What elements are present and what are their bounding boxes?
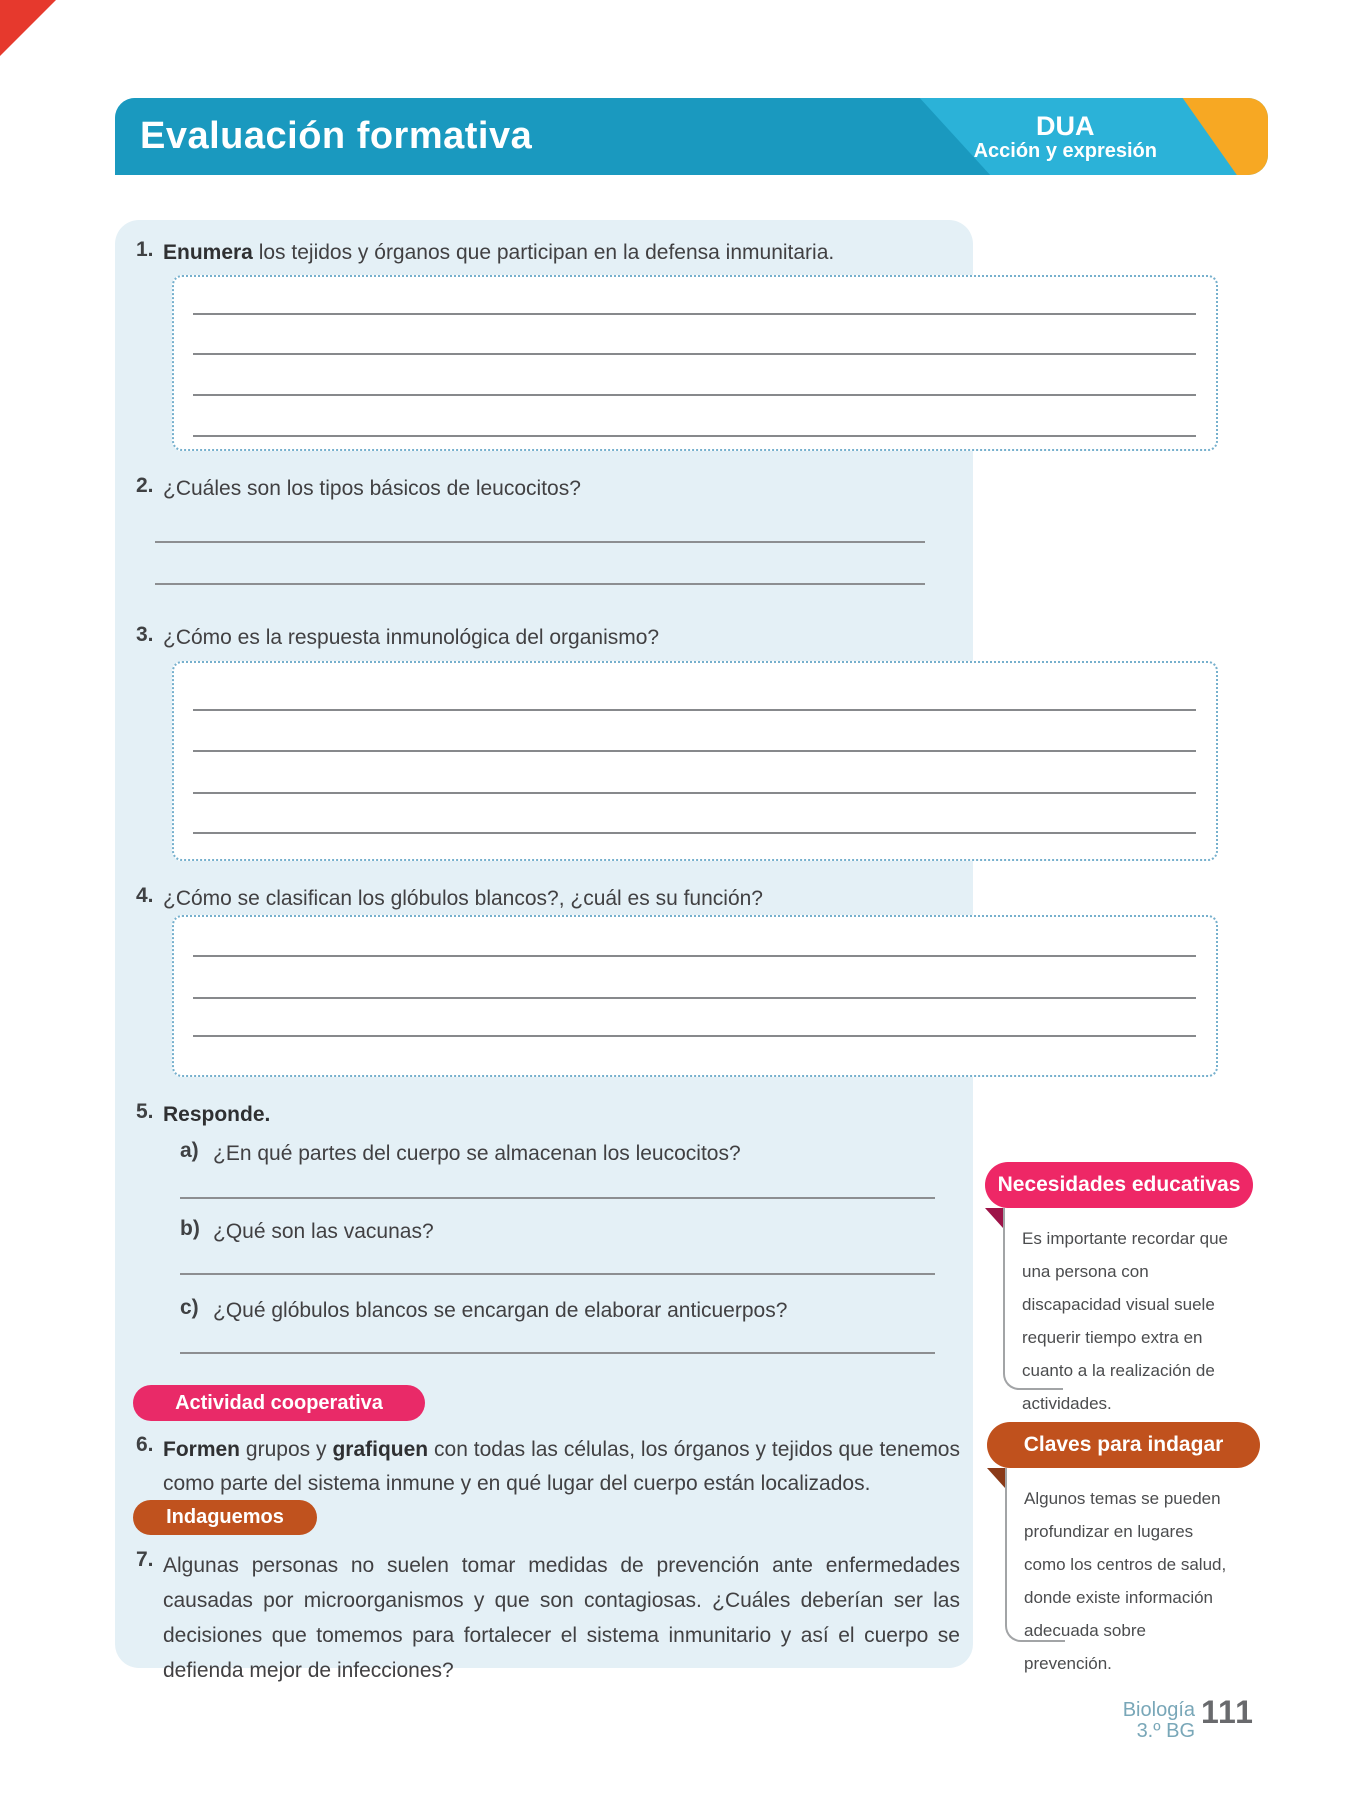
answer-line [180, 1197, 935, 1199]
question-6-mid: grupos y [240, 1438, 333, 1461]
answer-line [155, 541, 925, 543]
answer-line [193, 709, 1196, 711]
page-title: Evaluación formativa [140, 115, 533, 157]
question-1-rest: los tejidos y órganos que participan en la defensa inmunitaria. [252, 241, 835, 264]
answer-box-4 [172, 915, 1218, 1077]
question-2-text: ¿Cuáles son los tipos básicos de leucocitos? [163, 477, 581, 500]
answer-line [193, 750, 1196, 752]
ribbon-fold-icon [985, 1208, 1003, 1228]
sidebar-educational-needs-body: Es importante recordar que una persona con discapacidad visual suele requerir tiempo extra en cuanto a la realización de actividades. [1022, 1229, 1228, 1413]
question-5c-text: ¿Qué glóbulos blancos se encargan de elaborar anticuerpos? [213, 1299, 788, 1322]
question-5a-letter: a) [180, 1139, 199, 1162]
question-2-number: 2. [136, 474, 154, 497]
question-1-text [163, 238, 993, 268]
dua-subtitle: Acción y expresión [973, 139, 1157, 162]
question-4-number: 4. [136, 884, 154, 907]
footer-grade: 3.º BG [1136, 1720, 1195, 1742]
question-7-number: 7. [136, 1548, 154, 1571]
question-5-number: 5. [136, 1100, 154, 1123]
page-number: 111 [1201, 1694, 1254, 1730]
question-5b-letter: b) [180, 1217, 200, 1240]
dua-tag [974, 98, 1157, 175]
question-5b-text: ¿Qué son las vacunas? [213, 1220, 434, 1243]
header-bar [115, 98, 1268, 175]
question-6-verb1: Formen [163, 1438, 241, 1461]
corner-triangle-decoration [0, 0, 56, 56]
question-1-verb: Enumera [163, 241, 253, 264]
answer-line [193, 353, 1196, 355]
question-3-number: 3. [136, 623, 154, 646]
answer-line [193, 313, 1196, 315]
question-6-rest: con todas las células, los órganos y tejidos que tenemos como parte del sistema inmune y en qué lugar del cuerpo están localizados. [163, 1438, 960, 1495]
sidebar-educational-needs-title: Necesidades educativas [985, 1162, 1253, 1208]
question-5-title: Responde. [163, 1103, 271, 1126]
answer-line [193, 832, 1196, 834]
answer-box-1 [172, 275, 1218, 451]
question-4-text: ¿Cómo se clasifican los glóbulos blancos?, ¿cuál es su función? [163, 887, 763, 910]
sidebar-claves-indagar-body: Algunos temas se pueden profundizar en lugares como los centros de salud, donde existe información adecuada sobre prevención. [1024, 1489, 1227, 1673]
answer-box-3 [172, 661, 1218, 861]
footer-subject: Biología [1122, 1699, 1195, 1721]
answer-line [193, 955, 1196, 957]
answer-line [193, 997, 1196, 999]
ribbon-fold-icon [987, 1468, 1005, 1488]
answer-line [180, 1352, 935, 1354]
answer-line [193, 1035, 1196, 1037]
badge-actividad-cooperativa: Actividad cooperativa [133, 1385, 425, 1421]
answer-line [193, 792, 1196, 794]
question-1-number: 1. [136, 238, 154, 261]
question-5a-text: ¿En qué partes del cuerpo se almacenan los leucocitos? [213, 1142, 741, 1165]
dua-label: DUA [1036, 110, 1095, 141]
question-7-text: Algunas personas no suelen tomar medidas de prevención ante enfermedades causadas por microorganismos y que son contagiosas. ¿Cuáles deberían ser las decisiones que tomemos para fortalecer el sistema inmunitario y así el cuerpo se defienda mejor de infecciones? [163, 1554, 960, 1682]
question-6-number: 6. [136, 1433, 154, 1456]
answer-line [193, 394, 1196, 396]
sidebar-claves-indagar-title: Claves para indagar [987, 1422, 1260, 1468]
question-6-verb2: grafiquen [332, 1438, 429, 1461]
question-5c-letter: c) [180, 1296, 199, 1319]
badge-indaguemos: Indaguemos [133, 1500, 317, 1535]
answer-line [193, 435, 1196, 437]
answer-line [180, 1273, 935, 1275]
question-3-text: ¿Cómo es la respuesta inmunológica del organismo? [163, 626, 660, 649]
question-6-text [163, 1433, 960, 1501]
answer-line [155, 583, 925, 585]
